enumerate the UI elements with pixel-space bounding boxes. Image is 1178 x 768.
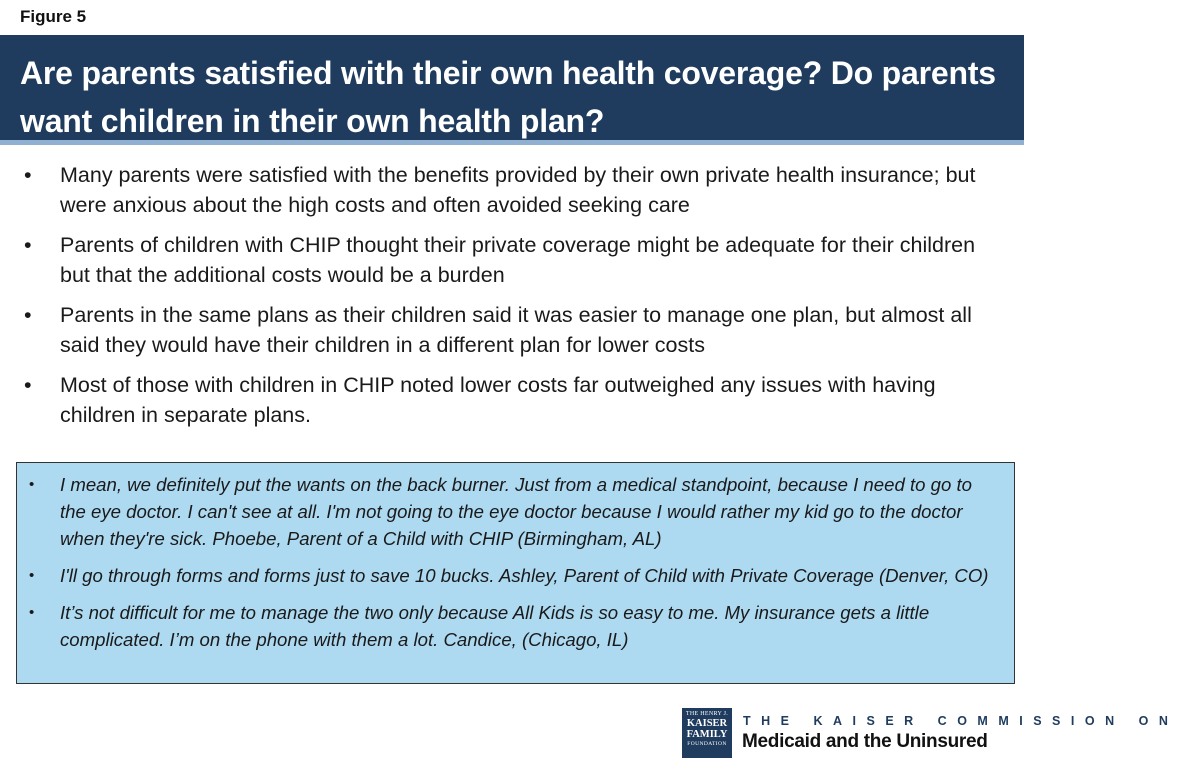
quote-item	[27, 471, 994, 552]
finding-text: Many parents were satisfied with the benefits provided by their own private health insurance; but were anxious about the high costs and often avoided seeking care	[60, 163, 976, 217]
finding-text: Parents in the same plans as their children said it was easier to manage one plan, but almost all said they would have their children in a different plan for lower costs	[60, 303, 972, 357]
slide-title: Are parents satisfied with their own health coverage? Do parents want children in their own health plan?	[20, 55, 996, 139]
quote-item	[27, 599, 994, 653]
bullet-icon: •	[29, 567, 35, 584]
bullet-icon: •	[24, 373, 32, 397]
findings-list	[18, 160, 1008, 440]
quote-box	[16, 462, 1015, 684]
finding-text: Parents of children with CHIP thought their private coverage might be adequate for their children but that the additional costs would be a burden	[60, 233, 976, 287]
bullet-icon: •	[24, 163, 32, 187]
finding-item	[18, 370, 1008, 430]
quote-text: I'll go through forms and forms just to save 10 bucks. Ashley, Parent of Child with Private Coverage (Denver, CO)	[60, 565, 989, 586]
kff-logo-family: FAMILY	[686, 729, 728, 740]
bullet-icon: •	[29, 604, 35, 621]
quote-text: It’s not difficult for me to manage the two only because All Kids is so easy to me. My insurance gets a little complicated. I’m on the phone with them a lot. Candice, (Chicago, IL)	[60, 602, 930, 650]
finding-text: Most of those with children in CHIP noted lower costs far outweighed any issues with having children in separate plans.	[60, 373, 936, 427]
finding-item	[18, 300, 1008, 360]
kff-logo-foundation: FOUNDATION	[687, 741, 727, 747]
kff-logo-kaiser: KAISER	[686, 718, 728, 729]
finding-item	[18, 230, 1008, 290]
bullet-icon: •	[24, 233, 32, 257]
figure-label: Figure 5	[20, 7, 87, 26]
bullet-icon: •	[29, 476, 35, 493]
quote-item	[27, 562, 994, 589]
title-bar	[0, 35, 1024, 145]
commission-subtitle: Medicaid and the Uninsured	[742, 731, 988, 752]
finding-item	[18, 160, 1008, 220]
bullet-icon: •	[24, 303, 32, 327]
footer-logo	[682, 708, 1178, 758]
kff-logo-icon	[682, 708, 732, 758]
kff-logo-top: THE HENRY J.	[685, 711, 729, 717]
quote-text: I mean, we definitely put the wants on the back burner. Just from a medical standpoint, because I need to go to the eye doctor. I can't see at all. I'm not going to the eye doctor because I would rather my kid go to the doctor when they're sick. Phoebe, Parent of a Child with CHIP (Birmingham, AL)	[60, 474, 972, 549]
commission-name: THE KAISER COMMISSION ON	[743, 714, 1178, 728]
quotes-list	[27, 471, 994, 653]
